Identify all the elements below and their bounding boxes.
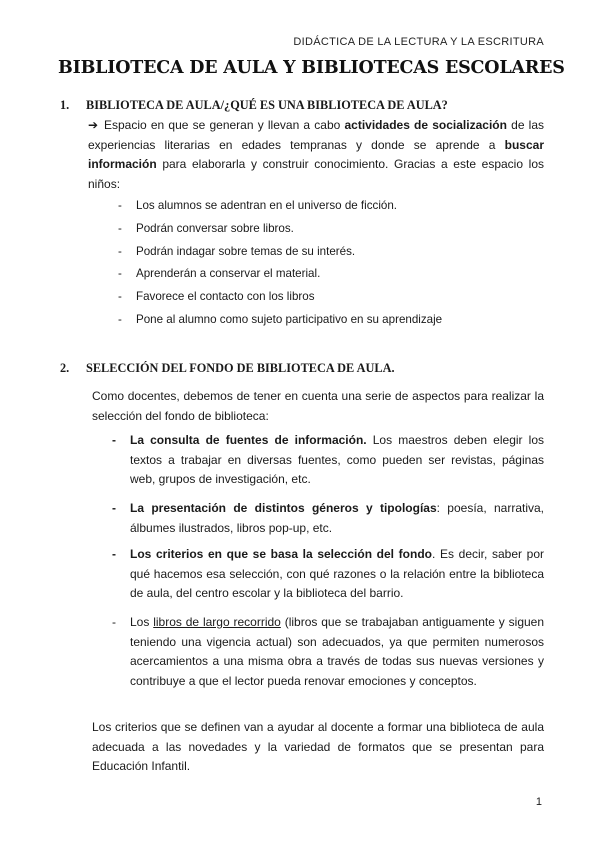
para-text-1: Espacio en que se generan y llevan a cabo — [104, 118, 345, 132]
list-item: - Los alumnos se adentran en el universo de ficción. — [118, 199, 398, 212]
para-bold-1: actividades de socialización — [344, 118, 507, 132]
closing-paragraph: Los criterios que se definen van a ayudar al docente a formar una biblioteca de aula adecuada a las novedades y la variedad de formatos que se presentan para Educación Infantil. — [92, 720, 544, 773]
section-2-title: SELECCIÓN DEL FONDO DE BIBLIOTECA DE AULA. — [86, 361, 395, 375]
running-header: DIDÁCTICA DE LA LECTURA Y LA ESCRITURA — [293, 36, 544, 48]
para-text-2: de las experiencias literarias en edades tempranas y donde se aprende a — [88, 118, 545, 152]
criteria-item-sources: - La consulta de fuentes de información. Los maestros deben elegir los textos a trabajar en diversas fuentes, como pueden ser revistas, páginas web, grupos de investigación, etc. — [112, 433, 544, 486]
section-1-bullet-list — [118, 199, 442, 336]
section-1-number: 1. — [60, 98, 70, 112]
section-2-intro: Como docentes, debemos de tener en cuenta una serie de aspectos para realizar la selección del fondo de biblioteca: — [92, 389, 544, 423]
arrow-right-icon: ➔ — [88, 118, 99, 132]
section-2-number: 2. — [60, 361, 70, 375]
section-1-title: BIBLIOTECA DE AULA/¿QUÉ ES UNA BIBLIOTECA DE AULA? — [86, 98, 448, 112]
para-text-3: para elaborarla y construir conocimiento. Gracias a este espacio los niños: — [88, 157, 544, 191]
list-item: - Aprenderán a conservar el material. — [118, 267, 321, 281]
section-2-heading — [60, 361, 395, 376]
list-item: - Favorece el contacto con los libros — [118, 290, 315, 304]
list-item: - Podrán conversar sobre libros. — [118, 221, 294, 235]
underlined-term: libros de largo recorrido — [153, 615, 281, 629]
list-item: - Podrán indagar sobre temas de su interés. — [118, 244, 356, 258]
criteria-item-selection: - Los criterios en que se basa la selección del fondo. Es decir, saber por qué hacemos esa selección, con qué razones o la relación entre la biblioteca de aula, del centro escolar y la biblioteca del barrio. — [112, 547, 545, 600]
criteria-item-long-run-books: - Los libros de largo recorrido (libros que se trabajaban antiguamente y siguen teniendo una vigencia actual) son adecuados, ya que permiten numerosos acercamientos a una misma obra a través de todas sus nuevas versiones y contribuye a que el lector pueda renovar emociones y conceptos. — [112, 615, 545, 688]
page-number: 1 — [535, 796, 542, 808]
section-1-paragraph — [88, 116, 544, 194]
list-item: - Pone al alumno como sujeto participativo en su aprendizaje — [118, 312, 443, 326]
criteria-item-genres: - La presentación de distintos géneros y tipologías: poesía, narrativa, álbumes ilustrados, libros pop-up, etc. — [112, 501, 544, 535]
para-bold-2: buscar información — [88, 137, 544, 171]
document-title: BIBLIOTECA DE AULA Y BIBLIOTECAS ESCOLARES — [58, 58, 565, 78]
section-1-heading — [60, 98, 448, 113]
